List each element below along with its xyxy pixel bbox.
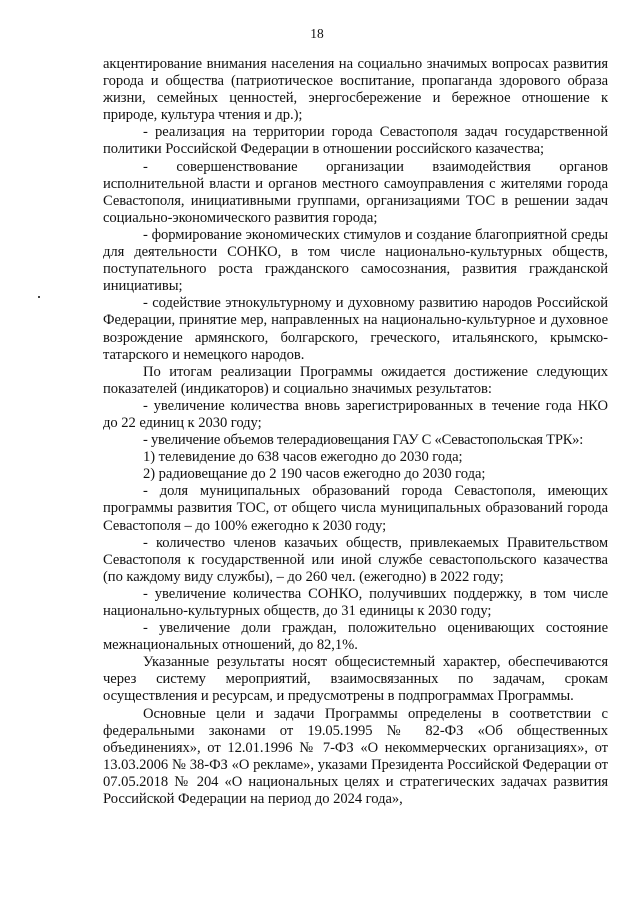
paragraph-interethnic: - увеличение доли граждан, положительно оценивающих состояние межнациональных отношений, до 82,1%. bbox=[103, 620, 608, 654]
paragraph-ethnocultural: - содействие этнокультурному и духовному развитию народов Российской Федерации, принятие мер, направленных на национально-культурное и духовное возрождение армянского, болгарского, греческого, итальянского, крымско-татарского и немецкого народов. bbox=[103, 295, 608, 363]
paragraph-cossacks-policy: - реализация на территории города Севастополя задач государственной политики Российской Федерации в отношении российского казачества; bbox=[103, 124, 608, 158]
paragraph-broadcasting: - увеличение объемов телерадиовещания ГАУ С «Севастопольская ТРК»: bbox=[143, 432, 584, 449]
paragraph-tos-share: - доля муниципальных образований города Севастополя, имеющих программы развития ТОС, от общего числа муниципальных образований города Севастополя – до 100% ежегодно к 2030 году; bbox=[103, 483, 608, 534]
paragraph-television: 1) телевидение до 638 часов ежегодно до 2030 года; bbox=[143, 449, 463, 466]
paragraph-radio: 2) радиовещание до 2 190 часов ежегодно до 2030 года; bbox=[143, 466, 486, 483]
paragraph-system-character: Указанные результаты носят общесистемный характер, обеспечиваются через систему мероприятий, взаимосвязанных по задачам, срокам осуществления и ресурсам, и предусмотрены в подпрограммах Программы. bbox=[103, 654, 608, 705]
scan-artifact-mark bbox=[38, 296, 40, 298]
paragraph-sonko-support: - увеличение количества СОНКО, получивших поддержку, в том числе национально-культурных обществ, до 31 единицы к 2030 году; bbox=[103, 585, 608, 619]
paragraph-economic-incentives: - формирование экономических стимулов и создание благоприятной среды для деятельности СОНКО, в том числе национально-культурных обществ, поступательного роста гражданского самосознания, развития гражданской инициативы; bbox=[103, 226, 608, 295]
paragraph-legal-basis: Основные цели и задачи Программы определены в соответствии с федеральными законами от 19.05.1995 № 82-ФЗ «Об общественных объединениях», от 12.01.1996 № 7-ФЗ «О некоммерческих организациях», от 13.03.2006 № 38-ФЗ «О рекламе», указами Президента Российской Федерации от 07.05.2018 № 204 «О национальных целях и стратегических задачах развития Российской Федерации на период до 2024 года», bbox=[103, 705, 608, 808]
paragraph-expected-results: По итогам реализации Программы ожидается достижение следующих показателей (индикаторов) и социально значимых результатов: bbox=[103, 363, 608, 397]
page-number: 18 bbox=[310, 26, 324, 41]
paragraph-cooperation: - совершенствование организации взаимодействия органов исполнительной власти и органов местного самоуправления с жителями города Севастополя, инициативными группами, организациями ТОС в решении задач социально-экономического развития города; bbox=[103, 158, 608, 226]
document-body bbox=[103, 56, 608, 808]
paragraph-awareness: акцентирование внимания населения на социально значимых вопросах развития города и общества (патриотическое воспитание, пропаганда здорового образа жизни, семейных ценностей, энергосбережение и бережное отношение к природе, культура чтения и др.); bbox=[103, 56, 608, 124]
paragraph-cossack-members: - количество членов казачьих обществ, привлекаемых Правительством Севастополя к государственной или иной службе севастопольского казачества (по каждому виду службы), – до 260 чел. (ежегодно) в 2022 году; bbox=[103, 534, 608, 585]
paragraph-nko-registration: - увеличение количества вновь зарегистрированных в течение года НКО до 22 единиц к 2030 году; bbox=[103, 397, 608, 431]
